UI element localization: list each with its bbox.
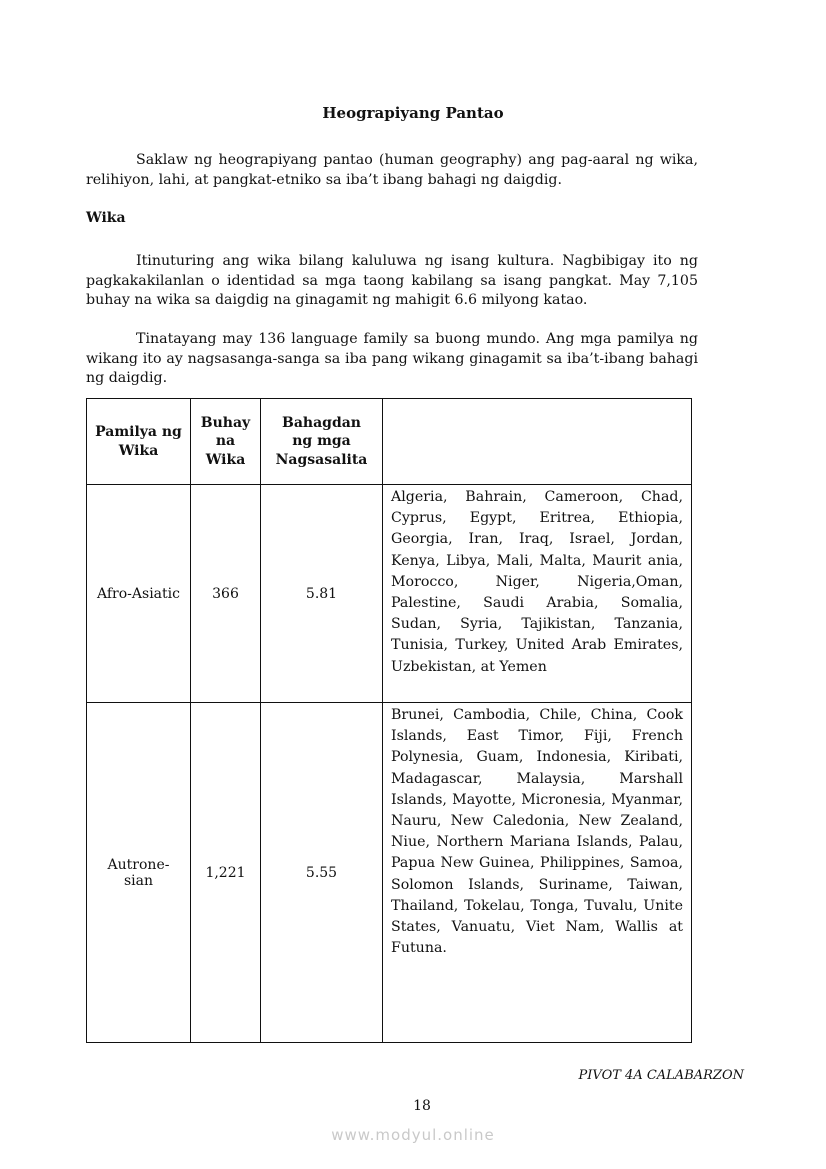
- header-percent-text: Bahagdan ng mga Nagsasalita: [275, 414, 368, 468]
- section-heading-wika: Wika: [86, 210, 126, 226]
- living-cell: 366: [191, 485, 261, 703]
- header-countries: [383, 399, 692, 485]
- percent-cell: 5.55: [261, 703, 383, 1043]
- family-cell-text: Autrone-sian: [107, 856, 170, 889]
- intro-paragraph: Saklaw ng heograpiyang pantao (human geography) ang pag-aaral ng wika, relihiyon, lahi, at pangkat-etniko sa iba’t ibang bahagi ng daigdig.: [86, 152, 698, 188]
- language-family-table: [86, 398, 692, 1043]
- header-family: [87, 399, 191, 485]
- header-family-text: Pamilya ng Wika: [95, 424, 182, 459]
- family-cell: Afro-Asiatic: [87, 485, 191, 703]
- countries-cell: Algeria, Bahrain, Cameroon, Chad, Cyprus, Egypt, Eritrea, Ethiopia, Georgia, Iran, Iraq, Israel, Jordan, Kenya, Libya, Mali, Malta, Maurit ania, Morocco, Niger, Nigeria,Oman, Palestine, Saudi Arabia, Somalia, Sudan, Syria, Tajikistan, Tanzania, Tunisia, Turkey, United Arab Emirates, Uzbekistan, at Yemen: [383, 485, 692, 703]
- watermark: www.modyul.online: [331, 1126, 495, 1144]
- header-percent: [261, 399, 383, 485]
- page-number: 18: [413, 1098, 431, 1114]
- wika-paragraph-1: Itinuturing ang wika bilang kaluluwa ng isang kultura. Nagbibigay ito ng pagkakakilanlan o identidad sa mga taong kabilang sa isang pangkat. May 7,105 buhay na wika sa daigdig na ginagamit ng mahigit 6.6 milyong katao.: [86, 253, 698, 308]
- table-header-row: [87, 399, 692, 485]
- percent-cell: 5.81: [261, 485, 383, 703]
- living-cell: 1,221: [191, 703, 261, 1043]
- header-living: [191, 399, 261, 485]
- page-title: Heograpiyang Pantao: [322, 104, 504, 122]
- family-cell: [87, 703, 191, 1043]
- header-living-text: Buhay na Wika: [200, 414, 251, 468]
- table-row: [87, 703, 692, 1043]
- countries-cell: Brunei, Cambodia, Chile, China, Cook Islands, East Timor, Fiji, French Polynesia, Guam, Indonesia, Kiribati, Madagascar, Malaysia, Marshall Islands, Mayotte, Micronesia, Myanmar, Nauru, New Caledonia, New Zealand, Niue, Northern Mariana Islands, Palau, Papua New Guinea, Philippines, Samoa, Solomon Islands, Suriname, Taiwan, Thailand, Tokelau, Tonga, Tuvalu, Unite States, Vanuatu, Viet Nam, Wallis at Futuna.: [383, 703, 692, 1043]
- footer-label: PIVOT 4A CALABARZON: [578, 1068, 744, 1083]
- table-row: [87, 485, 692, 703]
- wika-paragraph-2: Tinatayang may 136 language family sa buong mundo. Ang mga pamilya ng wikang ito ay nagsasanga-sanga sa iba pang wikang ginagamit sa iba’t-ibang bahagi ng daigdig.: [86, 331, 698, 386]
